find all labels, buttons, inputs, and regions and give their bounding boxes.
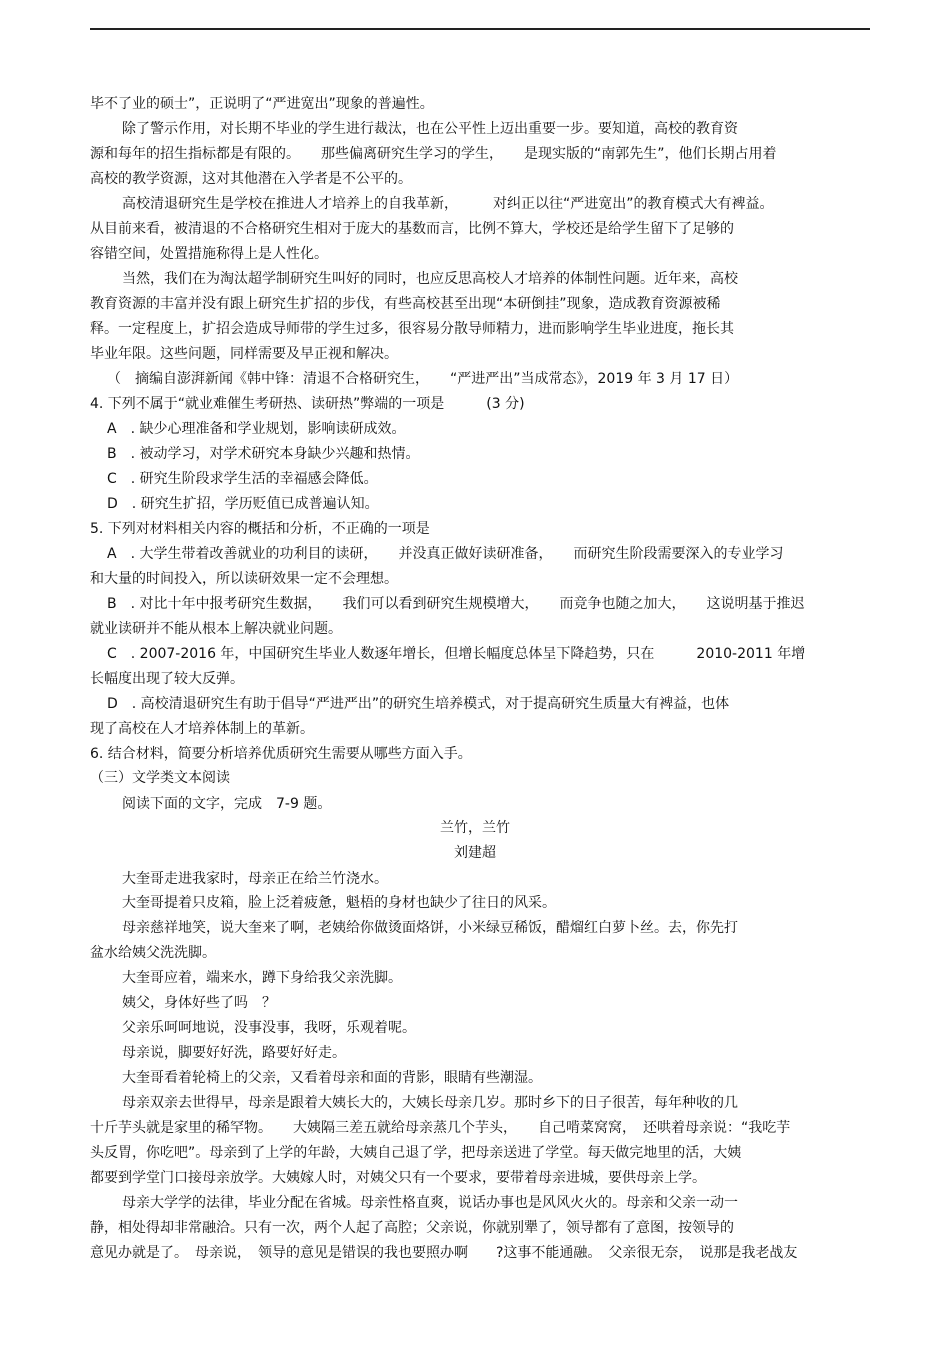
text-line: 母亲双亲去世得早，母亲是跟着大姨长大的，大姨长母亲几岁。那时乡下的日子很苦，每年种收的几 — [122, 1095, 738, 1111]
text-line: 高校清退研究生是学校在推进人才培养上的自我革新， 对纠正以往“严进宽出”的教育模式大有裨益。 — [122, 196, 774, 212]
top-rule — [90, 28, 870, 30]
text-line: 4. 下列不属于“就业难催生考研热、读研热”弊端的一项是 (3 分) — [90, 396, 525, 412]
text-line: 教育资源的丰富并没有跟上研究生扩招的步伐，有些高校甚至出现“本研倒挂”现象，造成教育资源被稀 — [90, 296, 721, 312]
text-line: 毕不了业的硕士”，正说明了“严进宽出”现象的普遍性。 — [90, 96, 434, 112]
text-line: B . 被动学习，对学术研究本身缺少兴趣和热情。 — [107, 446, 420, 462]
text-line: A . 大学生带着改善就业的功利目的读研， 并没真正做好读研准备， 而研究生阶段需要深入的专业学习 — [107, 546, 784, 562]
text-line: 除了警示作用，对长期不毕业的学生进行裁汰，也在公平性上迈出重要一步。要知道，高校的教育资 — [122, 121, 738, 137]
text-line: （三）文学类文本阅读 — [90, 770, 230, 786]
text-line: A . 缺少心理准备和学业规划，影响读研成效。 — [107, 421, 406, 437]
text-line: 盆水给姨父洗洗脚。 — [90, 945, 216, 961]
text-line: 6. 结合材料，简要分析培养优质研究生需要从哪些方面入手。 — [90, 746, 472, 762]
text-line: 容错空间，处置措施称得上是人性化。 — [90, 246, 328, 262]
text-line: D . 高校清退研究生有助于倡导“严进严出”的研究生培养模式，对于提高研究生质量大有裨益，也体 — [107, 696, 730, 712]
text-line: 兰竹，兰竹 — [440, 820, 510, 836]
text-line: C . 研究生阶段求学生活的幸福感会降低。 — [107, 471, 378, 487]
text-line: 释。一定程度上，扩招会造成导师带的学生过多，很容易分散导师精力，进而影响学生毕业进度，拖长其 — [90, 321, 734, 337]
text-line: 当然，我们在为淘汰超学制研究生叫好的同时，也应反思高校人才培养的体制性问题。近年来，高校 — [122, 271, 738, 287]
text-line: 长幅度出现了较大反弹。 — [90, 671, 244, 687]
text-line: （ 摘编自澎湃新闻《韩中锋：清退不合格研究生， “严进严出”当成常态》，2019 年 3 月 17 日） — [107, 371, 739, 387]
text-line: 现了高校在人才培养体制上的革新。 — [90, 721, 314, 737]
text-line: C . 2007-2016 年，中国研究生毕业人数逐年增长，但增长幅度总体呈下降趋势，只在 2010-2011 年增 — [107, 646, 806, 662]
text-line: 就业读研并不能从根本上解决就业问题。 — [90, 621, 342, 637]
text-line: 头反胃，你吃吧”。母亲到了上学的年龄，大姨自己退了学，把母亲送进了学堂。每天做完地里的活，大姨 — [90, 1145, 742, 1161]
text-line: 母亲大学学的法律，毕业分配在省城。母亲性格直爽，说话办事也是风风火火的。母亲和父亲一动一 — [122, 1195, 738, 1211]
text-line: 意见办就是了。 母亲说， 领导的意见是错误的我也要照办啊 ?这事不能通融。 父亲很无奈， 说那是我老战友 — [90, 1245, 798, 1261]
text-line: 姨父，身体好些了吗 ？ — [122, 995, 276, 1011]
text-line: 大奎哥应着，端来水，蹲下身给我父亲洗脚。 — [122, 970, 402, 986]
text-line: 高校的教学资源，这对其他潜在入学者是不公平的。 — [90, 171, 412, 187]
text-line: 5. 下列对材料相关内容的概括和分析，不正确的一项是 — [90, 521, 430, 537]
text-line: D . 研究生扩招，学历贬值已成普遍认知。 — [107, 496, 379, 512]
text-line: 母亲说，脚要好好洗，路要好好走。 — [122, 1045, 346, 1061]
text-line: B . 对比十年中报考研究生数据， 我们可以看到研究生规模增大， 而竞争也随之加大， 这说明基于推迟 — [107, 596, 805, 612]
text-line: 刘建超 — [454, 845, 496, 861]
text-line: 静，相处得却非常融洽。只有一次，两个人起了高腔；父亲说，你就别犟了，领导都有了意图，按领导的 — [90, 1220, 734, 1236]
text-line: 和大量的时间投入，所以读研效果一定不会理想。 — [90, 571, 398, 587]
text-line: 大奎哥提着只皮箱，脸上泛着疲惫，魁梧的身材也缺少了往日的风采。 — [122, 895, 556, 911]
text-line: 源和每年的招生指标都是有限的。 那些偏离研究生学习的学生， 是现实版的“南郭先生”，他们长期占用着 — [90, 146, 777, 162]
text-line: 从目前来看，被清退的不合格研究生相对于庞大的基数而言，比例不算大，学校还是给学生留下了足够的 — [90, 221, 734, 237]
text-line: 毕业年限。这些问题，同样需要及早正视和解决。 — [90, 346, 398, 362]
text-line: 母亲慈祥地笑，说大奎来了啊，老姨给你做烫面烙饼，小米绿豆稀饭，醋熘红白萝卜丝。去，你先打 — [122, 920, 738, 936]
text-line: 阅读下面的文字，完成 7-9 题。 — [122, 796, 332, 812]
text-line: 父亲乐呵呵地说，没事没事，我呀，乐观着呢。 — [122, 1020, 416, 1036]
text-line: 大奎哥看着轮椅上的父亲，又看着母亲和面的背影，眼睛有些潮湿。 — [122, 1070, 542, 1086]
text-line: 十斤芋头就是家里的稀罕物。 大姨隔三差五就给母亲蒸几个芋头， 自己啃菜窝窝， 还哄着母亲说：“我吃芋 — [90, 1120, 791, 1136]
text-line: 大奎哥走进我家时，母亲正在给兰竹浇水。 — [122, 871, 388, 887]
text-line: 都要到学堂门口接母亲放学。大姨嫁人时，对姨父只有一个要求，要带着母亲进城，要供母亲上学。 — [90, 1170, 706, 1186]
